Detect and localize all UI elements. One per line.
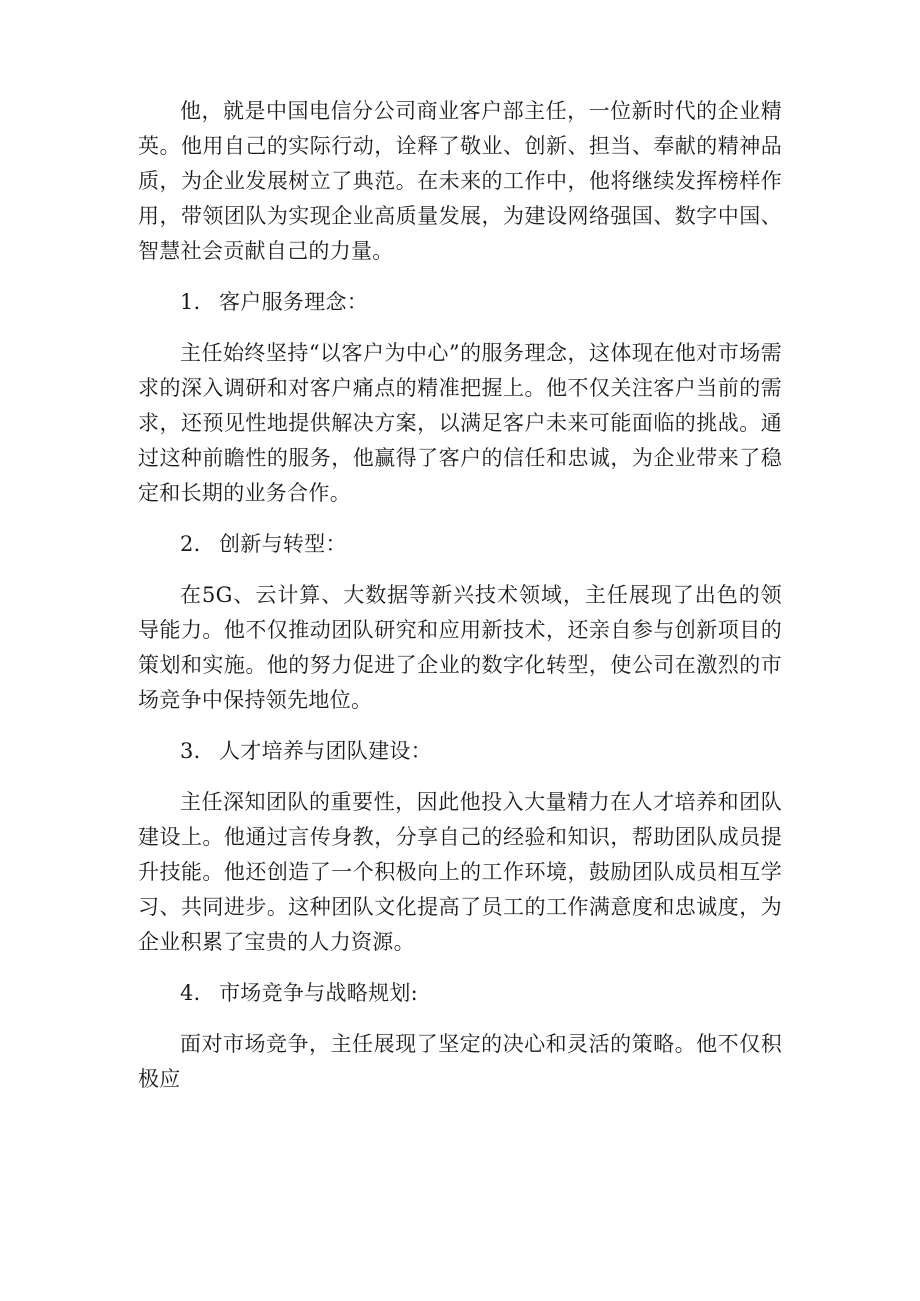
- section-title-4: 市场竞争与战略规划:: [218, 981, 419, 1005]
- section-heading-3: [138, 734, 782, 769]
- section-number-2: 2．: [180, 532, 215, 556]
- section-title-3: 人才培养与团队建设：: [218, 739, 432, 763]
- section-body-4: 面对市场竞争，主任展现了坚定的决心和灵活的策略。他不仅积极应: [138, 1032, 782, 1091]
- section-heading-4: [138, 976, 782, 1011]
- section-title-2: 创新与转型：: [218, 532, 347, 556]
- section-number-4: 4．: [180, 981, 215, 1005]
- section-body-3: 主任深知团队的重要性，因此他投入大量精力在人才培养和团队建设上。他通过言传身教，分享自己的经验和知识，帮助团队成员提升技能。他还创造了一个积极向上的工作环境，鼓励团队成员相互学习、共同进步。这种团队文化提高了员工的工作满意度和忠诚度，为企业积累了宝贵的人力资源。: [138, 790, 782, 954]
- section-heading-2: [138, 527, 782, 562]
- section-title-1: 客户服务理念：: [218, 290, 369, 314]
- section-heading-1: [138, 285, 782, 320]
- section-number-1: 1．: [180, 290, 215, 314]
- section-body-2: 在5G、云计算、大数据等新兴技术领域，主任展现了出色的领导能力。他不仅推动团队研究和应用新技术，还亲自参与创新项目的策划和实施。他的努力促进了企业的数字化转型，使公司在激烈的市场竞争中保持领先地位。: [138, 583, 782, 712]
- section-body-1: 主任始终坚持“以客户为中心”的服务理念，这体现在他对市场需求的深入调研和对客户痛点的精准把握上。他不仅关注客户当前的需求，还预见性地提供解决方案，以满足客户未来可能面临的挑战。通过这种前瞻性的服务，他赢得了客户的信任和忠诚，为企业带来了稳定和长期的业务合作。: [138, 341, 782, 505]
- intro-paragraph: 他，就是中国电信分公司商业客户部主任，一位新时代的企业精英。他用自己的实际行动，诠释了敬业、创新、担当、奉献的精神品质，为企业发展树立了典范。在未来的工作中，他将继续发挥榜样作用，带领团队为实现企业高质量发展，为建设网络强国、数字中国、智慧社会贡献自己的力量。: [138, 99, 782, 263]
- section-number-3: 3．: [180, 739, 215, 763]
